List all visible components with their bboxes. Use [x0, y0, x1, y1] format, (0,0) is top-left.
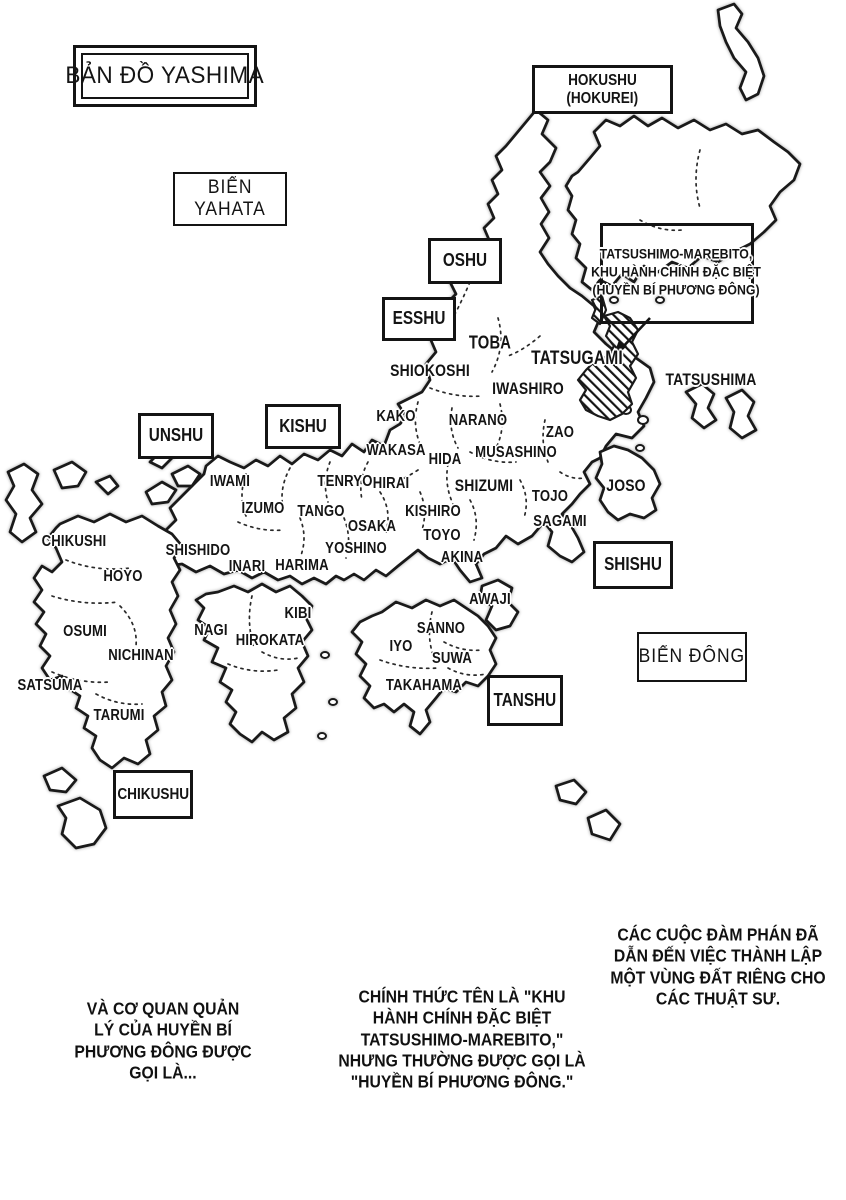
caption-left-line: VÀ CƠ QUAN QUẢN — [86, 998, 240, 1019]
province-label-harima: HARIMA — [275, 557, 329, 574]
province-label-yoshino: YOSHINO — [325, 540, 387, 557]
province-label-musashino: MUSASHINO — [475, 444, 557, 461]
region-box-label: TANSHU — [493, 689, 557, 710]
sea-label-text: BIỂN ĐÔNG — [638, 646, 746, 668]
caption-middle — [325, 987, 600, 1094]
province-label-osumi: OSUMI — [63, 623, 107, 640]
province-label-wakasa: WAKASA — [366, 442, 426, 459]
province-label-kibi: KIBI — [284, 605, 312, 622]
caption-middle-line: NHƯNG THƯỜNG ĐƯỢC GỌI LÀ — [338, 1050, 586, 1071]
province-label-tenryo: TENRYO — [317, 473, 373, 490]
caption-right-line: CÁC CUỘC ĐÀM PHÁN ĐÃ — [617, 924, 819, 945]
region-box-label: ESSHU — [392, 308, 446, 329]
region-box-unshu — [138, 413, 214, 459]
region-box-hokushu — [532, 65, 673, 114]
special-region-label-line: (HUYỀN BÍ PHƯƠNG ĐÔNG) — [592, 282, 760, 299]
province-label-shizumi: SHIZUMI — [454, 476, 514, 495]
province-label-nagi: NAGI — [194, 622, 228, 639]
province-label-iwashiro: IWASHIRO — [492, 379, 564, 398]
caption-left — [65, 998, 262, 1083]
special-region-label-line: TATSUSHIMO-MAREBITO, — [599, 245, 753, 262]
region-box-chikushu — [113, 770, 193, 819]
province-label-tango: TANGO — [297, 503, 345, 520]
province-label-toyo: TOYO — [423, 527, 461, 544]
province-label-iwami: IWAMI — [209, 473, 251, 490]
region-box-label: SHISHU — [604, 554, 662, 575]
province-label-awaji: AWAJI — [469, 591, 511, 608]
province-label-chikushi: CHIKUSHI — [41, 533, 107, 550]
province-label-toba: TOBA — [468, 332, 512, 353]
region-box-label: UNSHU — [148, 425, 204, 446]
province-label-joso: JOSO — [606, 476, 646, 495]
special-region-label-line: KHU HÀNH CHÍNH ĐẶC BIỆT — [591, 263, 761, 280]
province-label-nichinan: NICHINAN — [108, 647, 174, 664]
province-label-zao: ZAO — [545, 424, 575, 441]
caption-middle-line: HÀNH CHÍNH ĐẶC BIỆT — [372, 1007, 552, 1028]
province-label-osaka: OSAKA — [347, 518, 397, 535]
region-box-label: KISHU — [279, 415, 327, 436]
province-label-hirokata: HIROKATA — [235, 632, 305, 649]
caption-right-line: CÁC THUẬT SƯ. — [655, 988, 781, 1009]
province-label-akina: AKINA — [440, 549, 484, 566]
province-label-shiokoshi: SHIOKOSHI — [390, 361, 470, 380]
special-region-label — [580, 245, 773, 300]
caption-left-line: GỌI LÀ... — [129, 1062, 197, 1083]
province-label-sagami: SAGAMI — [533, 513, 587, 530]
province-label-takahama: TAKAHAMA — [385, 677, 463, 694]
province-label-satsuma: SATSUMA — [17, 677, 83, 694]
region-box-tanshu — [487, 675, 563, 726]
region-box-label: HOKUSHU — [568, 71, 637, 89]
province-label-hida: HIDA — [428, 451, 462, 468]
caption-middle-line: TATSUSHIMO-MAREBITO," — [360, 1029, 564, 1050]
sea-label-bien-yahata — [173, 172, 287, 226]
province-label-hirai: HIRAI — [372, 475, 410, 492]
region-box-oshu — [428, 238, 502, 284]
caption-middle-line: "HUYỀN BÍ PHƯƠNG ĐÔNG." — [350, 1072, 574, 1093]
sea-label-text: BIỂN — [207, 177, 253, 199]
province-label-hoyo: HOYO — [103, 568, 143, 585]
region-box-label: CHIKUSHU — [117, 785, 189, 803]
province-label-inari: INARI — [228, 558, 266, 575]
map-title: BẢN ĐỒ YASHIMA — [65, 62, 265, 89]
caption-right-line: DẪN ĐẾN VIỆC THÀNH LẬP — [613, 945, 823, 966]
caption-middle-line: CHÍNH THỨC TÊN LÀ "KHU — [358, 986, 566, 1007]
map-title-box — [65, 45, 265, 107]
region-box-kishu — [265, 404, 341, 449]
region-box-label: (HOKUREI) — [566, 89, 639, 107]
province-label-izumo: IZUMO — [241, 500, 285, 517]
caption-left-line: LÝ CỦA HUYỀN BÍ — [94, 1019, 232, 1040]
caption-left-line: PHƯƠNG ĐÔNG ĐƯỢC — [74, 1041, 252, 1061]
region-box-esshu — [382, 297, 456, 341]
sea-label-bien-dong — [637, 632, 747, 682]
caption-right — [598, 924, 837, 1009]
region-box-label: OSHU — [442, 250, 488, 271]
province-label-kishiro: KISHIRO — [405, 503, 461, 520]
province-label-sanno: SANNO — [416, 620, 466, 637]
map-title-inner-border — [65, 53, 265, 99]
province-label-narano: NARANO — [448, 412, 508, 429]
region-box-shishu — [593, 541, 673, 589]
province-label-kako: KAKO — [376, 408, 416, 425]
province-label-iyo: IYO — [389, 638, 413, 655]
caption-right-line: MỘT VÙNG ĐẤT RIÊNG CHO — [610, 967, 826, 987]
province-label-suwa: SUWA — [431, 650, 473, 667]
province-label-tarumi: TARUMI — [93, 707, 145, 724]
province-label-tojo: TOJO — [531, 488, 569, 505]
sea-label-text: YAHATA — [194, 199, 266, 220]
province-label-shishido: SHISHIDO — [165, 542, 231, 559]
province-label-tatsushima: TATSUSHIMA — [665, 370, 757, 389]
province-label-tatsugami: TATSUGAMI — [531, 348, 623, 369]
